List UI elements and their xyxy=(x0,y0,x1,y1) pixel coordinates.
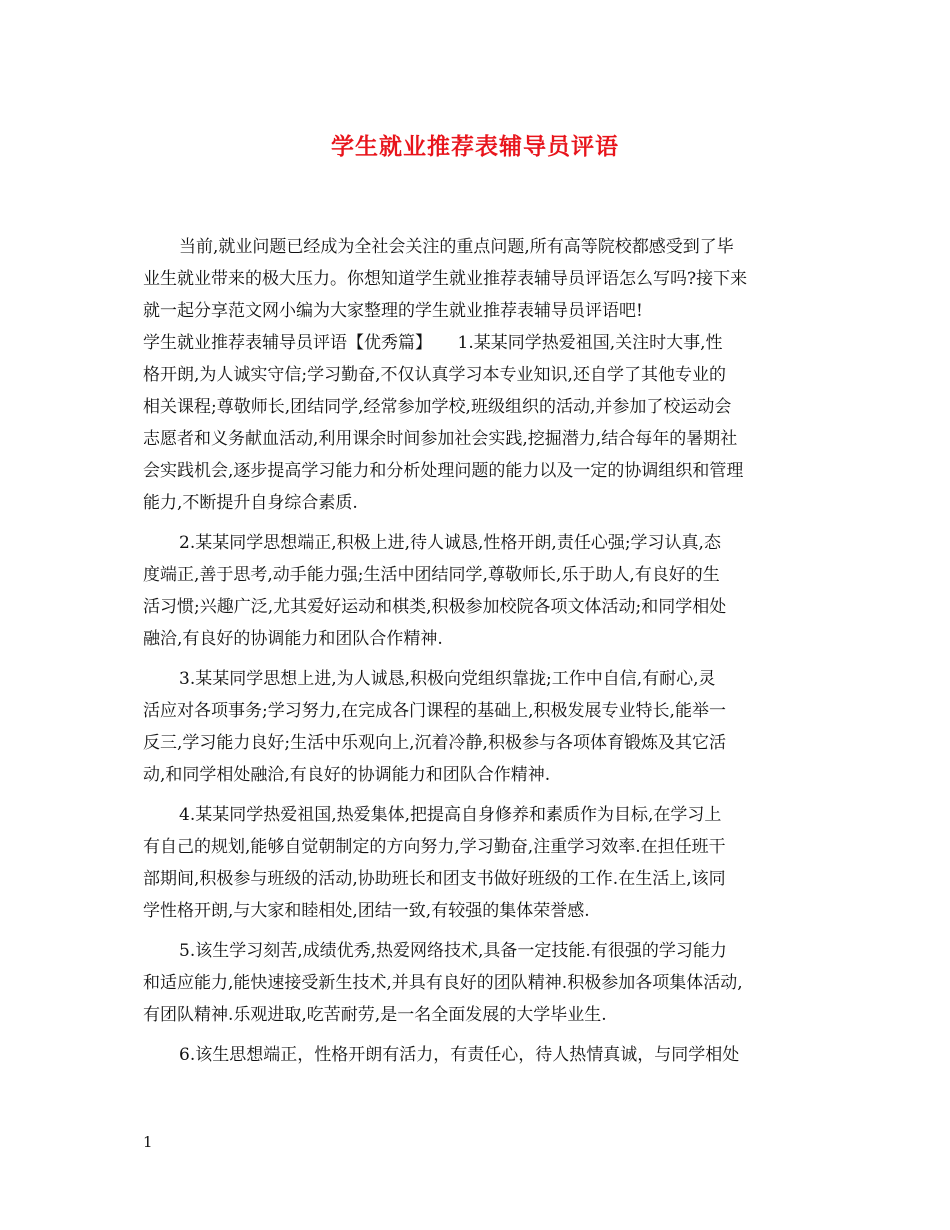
text-line: 反三,学习能力良好;生活中乐观向上,沉着冷静,积极参与各项体育锻炼及其它活 xyxy=(143,733,726,753)
text-line: 业生就业带来的极大压力。你想知道学生就业推荐表辅导员评语怎么写吗?接下来 xyxy=(143,269,748,289)
text-line: 5.该生学习刻苦,成绩优秀,热爱网络技术,具备一定技能.有很强的学习能力 xyxy=(179,941,727,961)
paragraph-gap xyxy=(143,1031,819,1039)
text-line: 就一起分享范文网小编为大家整理的学生就业推荐表辅导员评语吧! xyxy=(143,301,643,321)
text-line: 志愿者和义务献血活动,利用课余时间参加社会实践,挖掘潜力,结合每年的暑期社 xyxy=(143,429,738,449)
paragraph-gap xyxy=(143,927,819,935)
paragraph-gap xyxy=(143,519,819,527)
text-line: 6.该生思想端正，性格开朗有活力，有责任心，待人热情真诚，与同学相处 xyxy=(179,1045,740,1065)
document-title: 学生就业推荐表辅导员评语 xyxy=(331,133,619,160)
text-line: 和适应能力,能快速接受新生技术,并具有良好的团队精神.积极参加各项集体活动, xyxy=(143,973,743,993)
text-line: 有团队精神.乐观进取,吃苦耐劳,是一名全面发展的大学毕业生. xyxy=(143,1005,607,1025)
text-line: 2.某某同学思想端正,积极上进,待人诚恳,性格开朗,责任心强;学习认真,态 xyxy=(179,533,721,553)
text-line: 部期间,积极参与班级的活动,协助班长和团支书做好班级的工作.在生活上,该同 xyxy=(143,869,726,889)
text-line: 活习惯;兴趣广泛,尤其爱好运动和棋类,积极参加校院各项文体活动;和同学相处 xyxy=(143,597,727,617)
paragraph-gap xyxy=(143,791,819,799)
text-line: 4.某某同学热爱祖国,热爱集体,把提高自身修养和素质作为目标,在学习上 xyxy=(179,805,722,825)
text-line: 格开朗,为人诚实守信;学习勤奋,不仅认真学习本专业知识,还自学了其他专业的 xyxy=(143,365,726,385)
text-line: 会实践机会,逐步提高学习能力和分析处理问题的能力以及一定的协调组织和管理 xyxy=(143,461,744,481)
text-line: 活应对各项事务;学习努力,在完成各门课程的基础上,积极发展专业特长,能举一 xyxy=(143,701,726,721)
document-body xyxy=(143,231,819,1071)
text-line: 学性格开朗,与大家和睦相处,团结一致,有较强的集体荣誉感. xyxy=(143,901,590,921)
text-line: 有自己的规划,能够自觉朝制定的方向努力,学习勤奋,注重学习效率.在担任班干 xyxy=(143,837,726,857)
text-line: 能力,不断提升自身综合素质. xyxy=(143,493,358,513)
text-line: 融洽,有良好的协调能力和团队合作精神. xyxy=(143,629,443,649)
text-line: 3.某某同学思想上进,为人诚恳,积极向党组织靠拢;工作中自信,有耐心,灵 xyxy=(179,669,716,689)
page-number: 1 xyxy=(143,1133,153,1151)
text-line: 学生就业推荐表辅导员评语【优秀篇】 1.某某同学热爱祖国,关注时大事,性 xyxy=(143,333,723,353)
text-line: 当前,就业问题已经成为全社会关注的重点问题,所有高等院校都感受到了毕 xyxy=(179,237,734,257)
text-line: 度端正,善于思考,动手能力强;生活中团结同学,尊敬师长,乐于助人,有良好的生 xyxy=(143,565,720,585)
text-line: 相关课程;尊敬师长,团结同学,经常参加学校,班级组织的活动,并参加了校运动会 xyxy=(143,397,732,417)
text-line: 动,和同学相处融洽,有良好的协调能力和团队合作精神. xyxy=(143,765,551,785)
paragraph-gap xyxy=(143,655,819,663)
